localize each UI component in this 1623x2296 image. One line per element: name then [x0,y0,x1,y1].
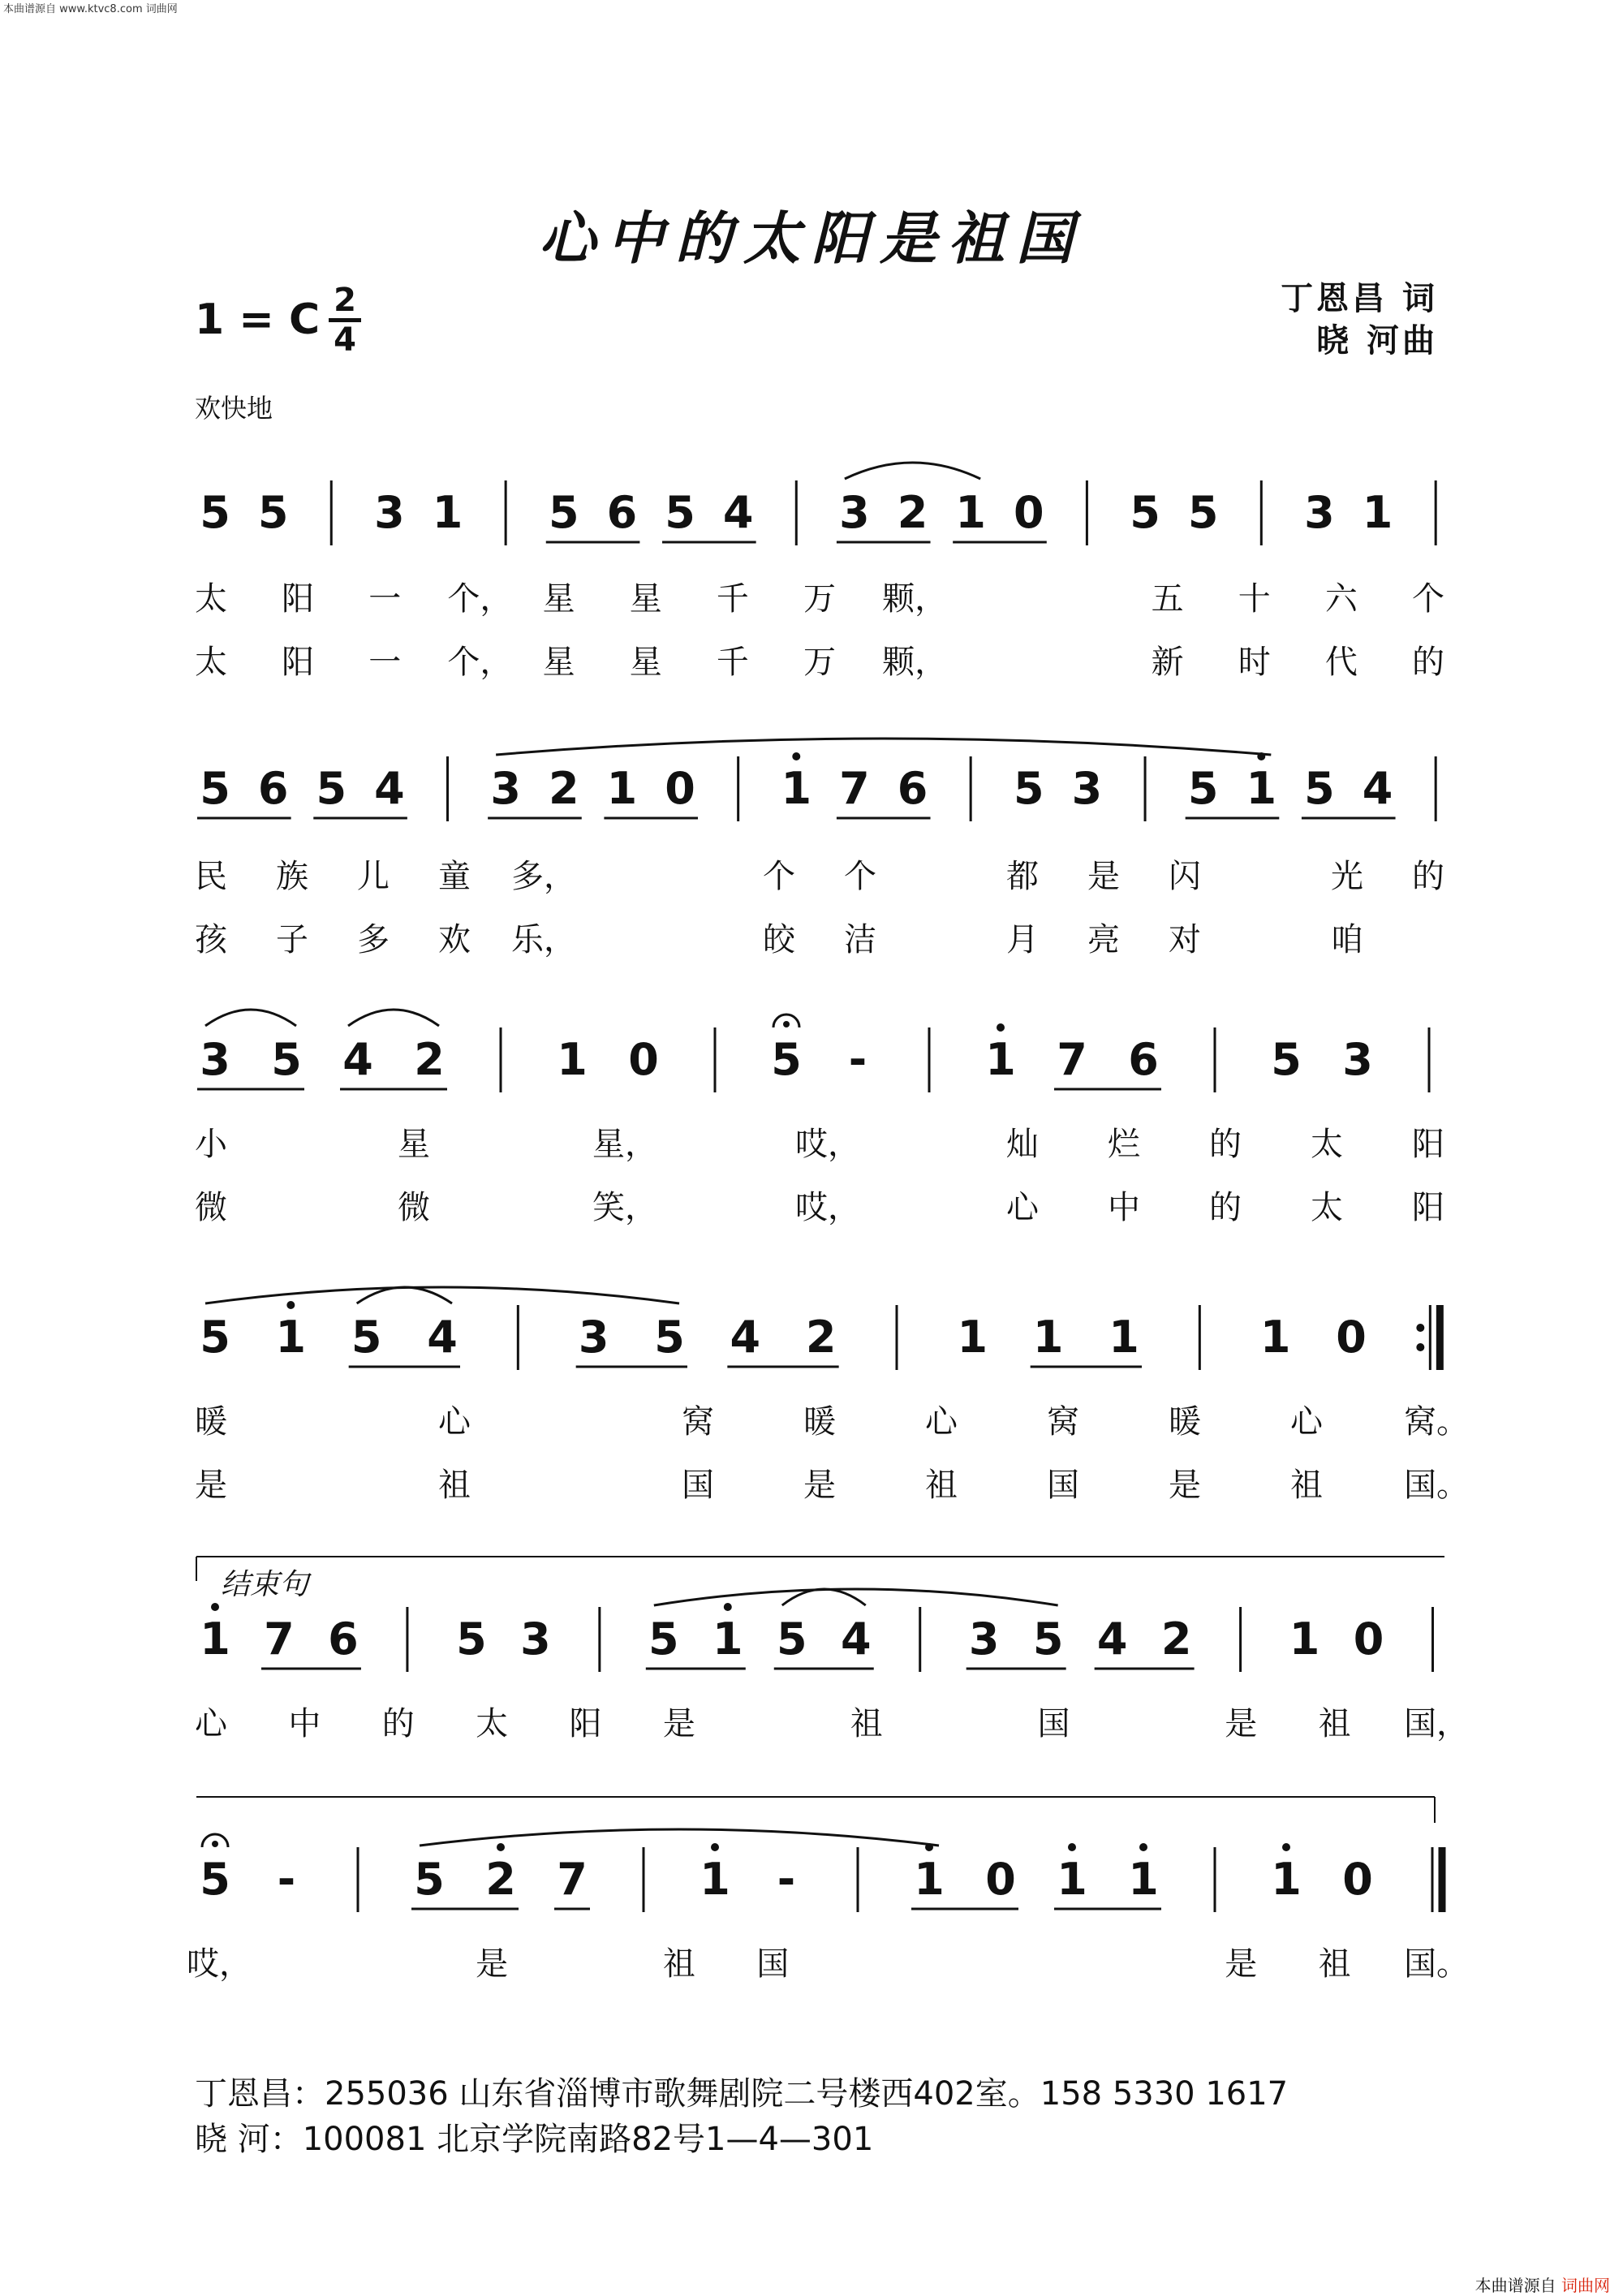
lyric-char: 暖 [195,1403,227,1441]
note: 1 [712,1613,743,1665]
lyric-char: 国 [1037,1705,1070,1742]
note: 5 [257,487,289,538]
lyric-char: 一 [368,580,402,618]
fermata-dot [212,1841,218,1847]
note: 7 [557,1854,588,1905]
lyric-char: 的 [1412,858,1444,895]
high-octave-dot [711,1843,719,1851]
lyric-char: 祖 [438,1467,471,1504]
lyric-char: 咱 [1331,921,1363,958]
note: 2 [1160,1613,1192,1665]
ending-label: 结束句 [221,1568,309,1601]
lyric-char: 对 [1169,921,1201,958]
note: 4 [840,1613,872,1665]
lyric-char: 心 [195,1705,227,1742]
note: 2 [897,487,928,538]
note: 4 [730,1312,761,1363]
lyric-char: 闪 [1169,858,1201,895]
note: 6 [897,763,928,814]
lyricist-credit: 丁恩昌 词 [1281,280,1438,317]
note: 5 [271,1034,302,1085]
note: 6 [328,1613,359,1665]
lyric-char: 洁 [844,921,876,958]
lyric-char: 一 [368,644,402,681]
high-octave-dot [286,1301,295,1309]
watermark-bottom-text: 本曲谱源自 [1474,2276,1556,2295]
note: 1 [200,1613,230,1665]
note: 7 [264,1613,295,1665]
lyric-char: 万 [803,580,836,618]
dash-note: - [277,1854,296,1905]
composer-credit: 晓 河曲 [1316,322,1438,360]
note: 1 [1057,1854,1087,1905]
lyric-char: 亮 [1087,921,1120,958]
lyric-char: 个， [447,644,513,681]
lyric-char: 是 [1087,858,1120,895]
note: 1 [1128,1854,1159,1905]
note: 5 [1013,763,1044,814]
note: 5 [548,487,579,538]
lyric-char: 个， [447,580,513,618]
note: 6 [1128,1034,1159,1085]
lyric-char: 个 [763,858,795,895]
slur [496,739,1271,755]
note: 5 [654,1312,685,1363]
lyric-char: 国， [1404,1705,1469,1742]
lyric-char: 祖 [1318,1705,1351,1742]
high-octave-dot [792,752,800,760]
tempo-marking: 欢快地 [195,393,273,424]
note: 1 [1259,1312,1291,1363]
lyric-char: 国 [682,1467,714,1504]
note: 1 [957,1312,988,1363]
lyric-char: 的 [1412,644,1444,681]
lyric-char: 星， [592,1126,657,1163]
note: 5 [316,763,347,814]
lyric-char: 祖 [662,1945,695,1983]
lyric-char: 祖 [925,1467,958,1504]
lyric-char: 的 [381,1705,415,1742]
high-octave-dot [497,1843,505,1851]
note: 1 [606,763,638,814]
lyric-char: 阳 [1412,1126,1444,1163]
lyric-char: 童 [438,858,471,895]
lyric-char: 星 [629,644,662,681]
note: 3 [578,1312,609,1363]
slur [420,1829,939,1846]
key-signature: 1 = C [195,295,321,344]
lyric-char: 太 [1311,1126,1343,1163]
repeat-dot [1416,1324,1424,1332]
dash-note: - [848,1034,867,1085]
lyric-char: 民 [195,858,227,895]
lyric-char: 心 [1006,1189,1039,1226]
note: 1 [1362,487,1393,538]
note: 1 [1271,1854,1302,1905]
note: 6 [257,763,289,814]
note: 7 [1057,1034,1087,1085]
note: 3 [1342,1034,1373,1085]
note: 0 [1013,487,1044,538]
note: 1 [1289,1613,1320,1665]
lyric-char: 新 [1151,644,1184,681]
slur [845,463,980,479]
lyric-char: 国 [1047,1467,1079,1504]
high-octave-dot [997,1023,1005,1032]
lyric-char: 阳 [569,1705,602,1742]
note: 0 [628,1034,659,1085]
note: 5 [771,1034,802,1085]
note: 4 [342,1034,373,1085]
slur [654,1589,1058,1605]
lyric-char: 都 [1006,858,1039,895]
note: 5 [1187,487,1219,538]
lyric-char: 星 [398,1126,430,1163]
slur [205,1010,296,1026]
lyric-char: 国。 [1404,1945,1469,1983]
slur [348,1010,439,1026]
note: 1 [432,487,463,538]
lyric-char: 太 [195,580,227,618]
lyric-char: 是 [662,1705,695,1742]
lyric-char: 阳 [282,580,315,618]
lyric-char: 哎， [795,1126,860,1163]
note: 4 [1362,763,1393,814]
note: 4 [1096,1613,1128,1665]
lyric-char: 子 [276,921,308,958]
lyric-char: 是 [476,1945,509,1983]
lyric-char: 是 [1225,1945,1258,1983]
note: 3 [1304,487,1335,538]
lyric-char: 时 [1238,644,1271,681]
note: 2 [548,763,579,814]
note: 1 [985,1034,1016,1085]
note: 6 [606,487,638,538]
watermark-bottom-site: 词曲网 [1561,2276,1610,2295]
lyric-char: 颗， [882,580,948,618]
footer-composer-address: 晓 河：100081 北京学院南路82号1—4—301 [195,2121,874,2158]
lyric-char: 的 [1209,1189,1242,1226]
watermark-top: 本曲谱源自 www.ktvc8.com 词曲网 [3,3,178,15]
note: 3 [1071,763,1103,814]
lyric-char: 十 [1238,580,1271,618]
note: 5 [200,1854,230,1905]
lyric-char: 代 [1324,644,1358,681]
lyric-char: 心 [1290,1403,1323,1441]
lyric-char: 微 [398,1189,430,1226]
note: 2 [414,1034,445,1085]
high-octave-dot [1068,1843,1076,1851]
lyric-char: 小 [195,1126,227,1163]
note: 0 [1336,1312,1367,1363]
note: 1 [1109,1312,1139,1363]
note: 5 [1032,1613,1064,1665]
lyric-char: 光 [1331,858,1363,895]
time-signature-bottom: 4 [334,321,356,359]
lyric-char: 笑， [592,1189,657,1226]
lyric-char: 万 [803,644,836,681]
lyric-char: 窝 [1047,1403,1079,1441]
lyric-char: 个 [844,858,876,895]
watermark-bottom [1475,2272,1610,2296]
note: 0 [985,1854,1016,1905]
lyric-char: 的 [1209,1126,1242,1163]
note: 5 [414,1854,445,1905]
lyric-char: 族 [276,858,308,895]
lyric-char: 国 [756,1945,790,1983]
note: 0 [665,763,695,814]
lyric-char: 祖 [850,1705,883,1742]
fermata-dot [783,1021,790,1027]
note: 5 [1130,487,1160,538]
note: 5 [1187,763,1219,814]
lyric-char: 皎 [763,921,795,958]
lyric-char: 心 [438,1403,471,1441]
lyric-char: 中 [288,1705,321,1742]
dash-note: - [777,1854,796,1905]
note: 5 [776,1613,807,1665]
high-octave-dot [1282,1843,1290,1851]
lyric-char: 窝 [682,1403,714,1441]
high-octave-dot [724,1603,732,1611]
note: 5 [456,1613,487,1665]
lyric-char: 千 [716,644,749,681]
note: 5 [1271,1034,1302,1085]
lyric-char: 阳 [1412,1189,1444,1226]
footer-lyricist-address: 丁恩昌：255036 山东省淄博市歌舞剧院二号楼西402室。158 5330 1617 [195,2075,1289,2113]
slur [205,1287,679,1303]
note: 4 [722,487,754,538]
note: 0 [1353,1613,1384,1665]
lyric-char: 哎， [795,1189,860,1226]
lyric-char: 孩 [195,921,227,958]
lyric-char: 是 [1225,1705,1258,1742]
note: 5 [648,1613,679,1665]
note: 2 [805,1312,837,1363]
note: 5 [1304,763,1335,814]
lyric-char: 是 [195,1467,227,1504]
lyric-char: 暖 [803,1403,836,1441]
lyric-char: 是 [1169,1467,1201,1504]
lyric-char: 欢 [438,921,471,958]
lyric-char: 窝。 [1404,1403,1469,1441]
note: 7 [839,763,870,814]
lyric-char: 太 [1311,1189,1343,1226]
note: 1 [275,1312,307,1363]
lyric-char: 祖 [1290,1467,1323,1504]
note: 5 [665,487,695,538]
note: 4 [374,763,405,814]
note: 3 [968,1613,1000,1665]
lyric-char: 暖 [1169,1403,1201,1441]
note: 1 [700,1854,730,1905]
note: 1 [914,1854,945,1905]
note: 3 [520,1613,551,1665]
lyric-char: 心 [925,1403,958,1441]
note: 5 [200,1312,230,1363]
note: 2 [485,1854,516,1905]
lyric-char: 烂 [1108,1126,1140,1163]
note: 0 [1342,1854,1373,1905]
lyric-char: 千 [716,580,749,618]
lyric-char: 颗， [882,644,948,681]
lyric-char: 祖 [1318,1945,1351,1983]
note: 5 [200,487,230,538]
lyric-char: 灿 [1006,1126,1039,1163]
lyric-char: 六 [1324,580,1358,618]
note: 3 [490,763,521,814]
lyric-char: 星 [542,580,575,618]
note: 1 [1032,1312,1064,1363]
lyric-char: 太 [195,644,227,681]
note: 5 [351,1312,382,1363]
high-octave-dot [211,1603,219,1611]
lyric-char: 个 [1412,580,1444,618]
lyric-char: 微 [195,1189,227,1226]
lyric-char: 月 [1006,921,1039,958]
note: 1 [955,487,986,538]
note: 4 [427,1312,458,1363]
lyric-char: 儿 [357,858,390,895]
high-octave-dot [1139,1843,1147,1851]
note: 5 [200,763,230,814]
lyric-char: 多， [511,858,576,895]
lyric-char: 中 [1108,1189,1140,1226]
song-title: 心中的太阳是祖国 [539,205,1084,272]
lyric-char: 五 [1151,580,1184,618]
lyric-char: 多 [357,921,390,958]
lyric-char: 哎， [187,1945,252,1983]
lyric-char: 太 [476,1705,509,1742]
note: 1 [781,763,812,814]
note: 1 [1246,763,1277,814]
lyric-char: 乐， [511,921,576,958]
lyric-char: 国。 [1404,1467,1469,1504]
lyric-char: 阳 [282,644,315,681]
note: 3 [200,1034,230,1085]
lyric-char: 星 [629,580,662,618]
lyric-char: 星 [542,644,575,681]
note: 1 [557,1034,588,1085]
note: 3 [374,487,405,538]
time-signature-top: 2 [334,282,356,319]
lyric-char: 是 [803,1467,836,1504]
repeat-dot [1416,1343,1424,1351]
note: 3 [839,487,870,538]
